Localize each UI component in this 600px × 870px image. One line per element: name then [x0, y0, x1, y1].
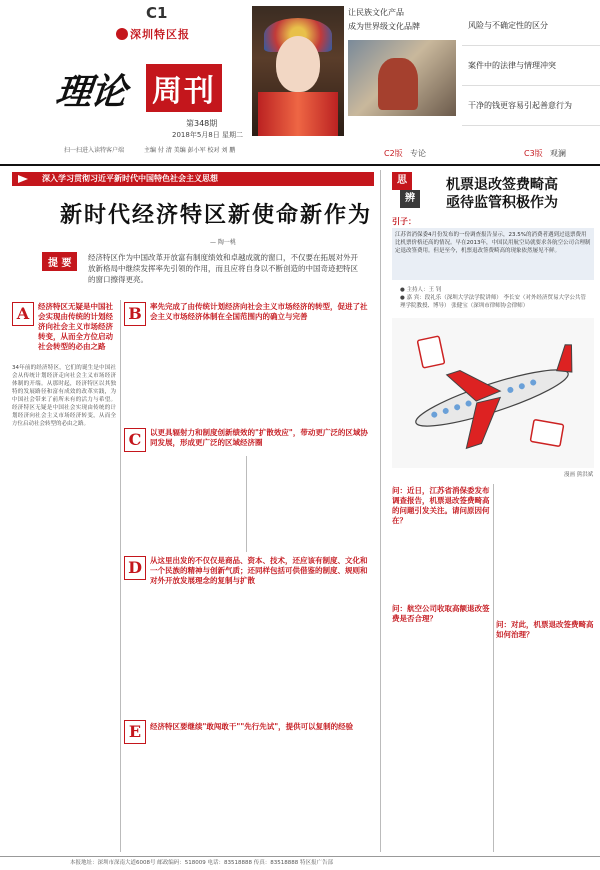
c3-page-name[interactable]: 观澜	[550, 149, 566, 158]
section-b-letter: B	[124, 302, 146, 326]
right-teaser-3[interactable]: 干净的钱更容易引起善意行为	[462, 86, 600, 126]
section-d-title: 从这里出发的不仅仅是商品、资本、技术，还应该有制度、文化和一个民族的精神与创新气质；还同样包括可供借鉴的制度、规则和对外开放发展理念的复制与扩散	[150, 556, 368, 585]
section-d-letter: D	[124, 556, 146, 580]
staff-credits: 主编 付 清 美编 彭小军 校对 刘 鹏	[144, 147, 236, 154]
host-and-guests	[400, 286, 590, 310]
airplane-illustration	[392, 318, 594, 468]
section-b-title: 率先完成了由传统计划经济向社会主义市场经济的转型，促进了社会主义市场经济体制在全国范围内的确立与完善	[150, 302, 368, 321]
body-column-3a	[250, 328, 368, 424]
brand-title-right: 周刊	[146, 64, 222, 112]
question-1: 问：近日，江苏省消保委发布调查报告，机票退改签费畸高的问题引发关注。请问原因何在？	[392, 486, 490, 525]
section-a-letter: A	[12, 302, 34, 326]
qr-slogan: 扫一扫进入读特客户端	[64, 147, 125, 154]
body-column-1: 34年前的经济特区，它们的诞生是中国社会从传统计划经济走向社会主义市场经济体制的开端。从那时起，经济特区以其独特的发展路径和富有成效的改革实践，为中国社会带来了前所未有的活力与希望。经济特区无疑是中国社会实现由传统的计划经济向社会主义市场经济转变，从而全方位启动社会转型的必由之路。	[12, 365, 116, 427]
issue-number: 第348期	[186, 119, 218, 128]
brand-title-left: 理论	[53, 71, 128, 113]
question-3: 问：对此，机票退改签费畸高如何治理？	[496, 620, 594, 639]
paper-logo-icon	[116, 28, 128, 40]
opera-performer-photo	[252, 6, 344, 136]
page-index	[344, 148, 600, 162]
right-headline: 机票退改签费畸高 亟待监管积极作为	[446, 177, 558, 211]
question-2: 问：航空公司收取高额退改签费是否合理？	[392, 604, 490, 623]
intro-label: 引子：	[392, 217, 416, 226]
page-footer: 本报地址：深圳市深南大道6008号 邮政编码：518009 电话：83518888 传真：83518888 特区报广告部	[0, 856, 600, 870]
page-divider	[380, 170, 381, 852]
airplane-cartoon	[392, 318, 594, 468]
c2-page-num[interactable]: C2版	[384, 149, 403, 158]
section-c-title: 以更具辐射力和制度创新绩效的"扩散效应"，带动更广泛的区域协同发展，形成更广泛的区域经济圈	[150, 428, 368, 447]
guests-line: ● 嘉 宾：段礼乐（深圳大学法学院讲师） 李长安（对外经济贸易大学公共管理学院教授、博导） 张健宝（深圳市律师协会律师）	[400, 295, 587, 309]
body-column-2a	[124, 328, 242, 424]
abstract-tag: 提 要	[42, 252, 77, 271]
issue-date: 2018年5月8日 星期二	[172, 131, 243, 139]
intro-box: 江苏省消保委4月份发布的一份调查报告显示，23.5%的消费者遇到过退票费用比机票价格还高的情况。早在2013年，中国民用航空局就要求各航空公司合理制定退改签费用。但是至今，机票退改签费畸高的现象依然屡见不鲜。	[392, 228, 594, 280]
masthead-right-teasers	[462, 6, 600, 146]
masthead-left	[0, 0, 252, 160]
masthead-rule	[0, 164, 600, 166]
host-line: ● 主持人：王 钊	[400, 287, 442, 293]
robe-shape	[258, 92, 338, 136]
sibian-char-2: 辨	[400, 190, 420, 208]
column-divider-1	[120, 300, 121, 852]
face-shape	[276, 36, 320, 92]
sibian-char-1: 思	[392, 172, 412, 190]
sibian-badge	[392, 172, 420, 212]
c3-page-num[interactable]: C3版	[524, 149, 543, 158]
section-e-title: 经济特区要继续"敢闯敢干""先行先试"，提供可以复制的经验	[150, 722, 354, 731]
masthead-teaser	[348, 6, 460, 146]
abstract-text: 经济特区作为中国改革开放富有制度绩效和卓越成就的窗口，不仅要在拓展对外开放新格局中继续发挥率先引领的作用，而且应将自身以不断创造的中国奇迹把特区的窗口擦得更亮。	[88, 253, 358, 284]
paper-name-text: 深圳特区报	[130, 28, 190, 41]
right-column-divider	[493, 484, 494, 852]
teaser-headline[interactable]: 让民族文化产品 成为世界级文化品牌	[348, 8, 420, 31]
paper-name	[116, 26, 190, 42]
masthead	[0, 0, 600, 166]
section-c-letter: C	[124, 428, 146, 452]
article-headline: 新时代经济特区新使命新作为	[60, 203, 373, 228]
right-teaser-2[interactable]: 案件中的法律与情理冲突	[462, 46, 600, 86]
c2-page-name[interactable]: 专论	[410, 149, 426, 158]
section-a-title: 经济特区无疑是中国社会实现由传统的计划经济向社会主义市场经济转变，从而全方位启动社会转型的必由之路	[38, 302, 113, 351]
edition-label: C1	[146, 4, 168, 22]
cartoon-credit: 漫画 熊洪斌	[564, 472, 594, 478]
column-divider-2	[246, 456, 247, 552]
section-banner: 深入学习贯彻习近平新时代中国特色社会主义思想	[12, 172, 374, 186]
right-teaser-1[interactable]: 风险与不确定性的区分	[462, 6, 600, 46]
teaser-photo	[348, 40, 456, 116]
article-author: — 陶一桃	[210, 239, 236, 246]
section-e-letter: E	[124, 720, 146, 744]
